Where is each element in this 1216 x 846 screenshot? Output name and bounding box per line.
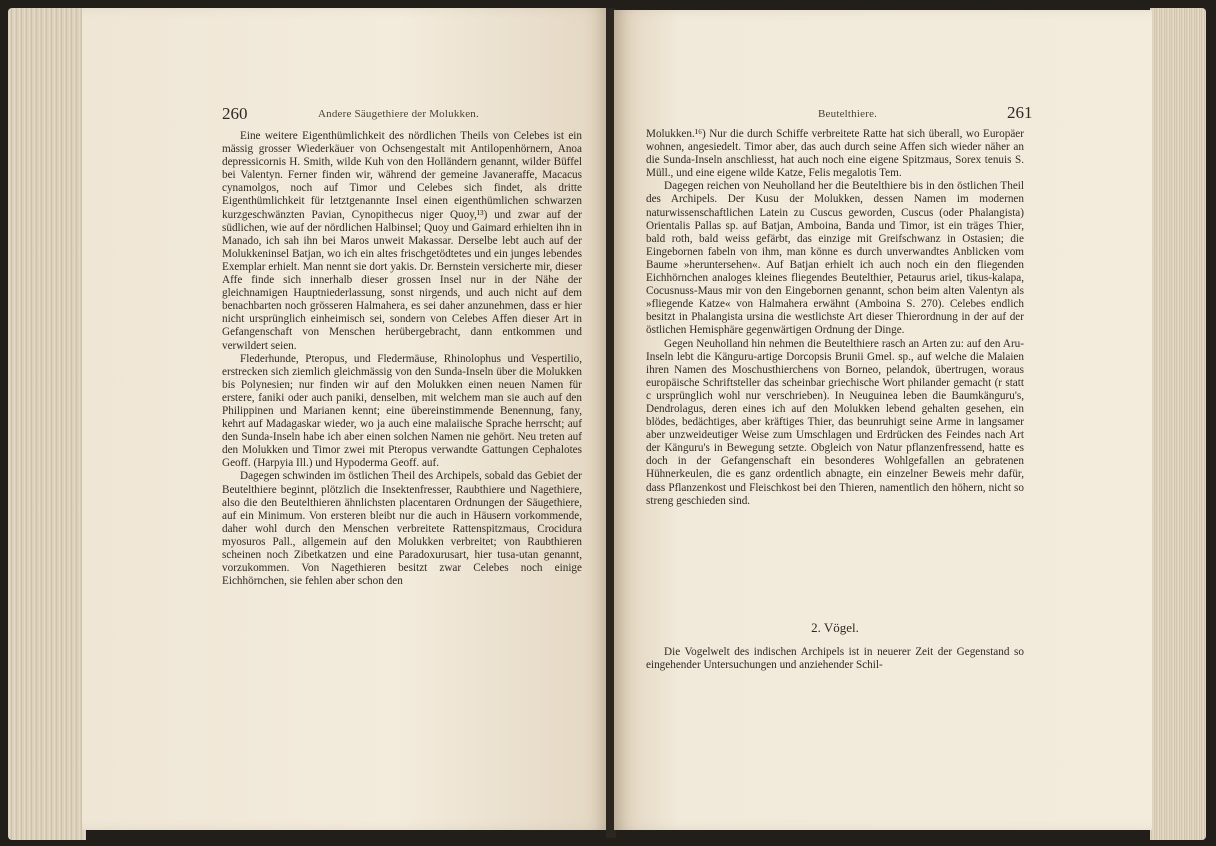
right-running-head: Beutelthiere.	[818, 108, 878, 120]
paragraph: Molukken.¹⁶) Nur die durch Schiffe verbreitete Ratte hat sich überall, wo Europäer wohnen, angesiedelt. Timor aber, das auch durch seine Affen sich wieder näher an die Sunda-Inseln anschliesst, hat auch noch eine eigene Spitzmaus, Sorex tenuis S. Müll., und eine eigene wilde Katze, Felis megalotis Tem.	[646, 128, 1024, 180]
right-page-number: 261	[1007, 103, 1033, 122]
paragraph: Gegen Neuholland hin nehmen die Beutelthiere rasch an Arten zu: auf den Aru-Inseln lebt die Känguru-artige Dorcopsis Brunii Gmel. sp., auf welche die Malaien ihren Namen des Moschusthierchens von Borneo, pelandok, übertrugen, woraus europäische Schriftsteller das scheinbar griechische Wort philander gemacht (r statt c ursprünglich wohl nur verschrieben). In Neuguinea leben die Baumkänguru's, Dendrolagus, deren eines ich auf den Molukken lebend gehalten gesehen, ein blödes, bedächtiges, aber kräftiges Thier, das beunruhigt seine Arme in langsamer aber unzweideutiger Weise zum Umschlagen und Erdrücken des Feindes nach Art der Känguru's in Bewegung setzte. Obgleich von Natur pflanzenfressend, hatte es doch in der Gefangenschaft ein besonderes Wohlgefallen an gebratenen Hühnerkeulen, die es ganz ordentlich abnagte, ein einzelner Beweis mehr dafür, dass Pflanzenkost und Fleischkost bei den Thieren, namentlich den höhern, nicht so streng geschieden sind.	[646, 337, 1024, 507]
paragraph: Die Vogelwelt des indischen Archipels ist in neuerer Zeit der Gegenstand so eingehender Untersuchungen und anziehender Schil-	[646, 646, 1024, 672]
paragraph: Dagegen reichen von Neuholland her die Beutelthiere bis in den östlichen Theil des Archipels. Der Kusu der Molukken, dessen Namen im modernen naturwissenschaftlichen Latein zu Cuscus geworden, Cuscus (oder Phalangista) Orientalis Pallas sp. auf Batjan, Amboina, Banda und Timor, ist ein träges Thier, bald roth, bald weiss gefärbt, das einzige mit Greifschwanz in Ostasien; die Eingebornen fabeln von ihm, man könne es durch unverwandtes Anblicken vom Baume »heruntersehen«. Auf Batjan erhielt ich auch noch ein den fliegenden Eichhörnchen analoges kleines fliegendes Beutelthier, Petaurus ariel, tikus-kalapa, Cocusnuss-Maus mir von den Eingebornen genannt, schon beim alten Valentyn als »fliegende Katze« von Halmahera erwähnt (Amboina S. 270). Celebes endlich besitzt in Phalangista ursina die westlichste Art dieser Thierordnung in der auf der östlichen Hemisphäre gegenwärtigen Ordnung der Dinge.	[646, 180, 1024, 337]
right-page-edges	[1150, 8, 1206, 840]
section-body-text	[646, 646, 1024, 672]
paragraph: Eine weitere Eigenthümlichkeit des nördlichen Theils von Celebes ist ein mässig grosser Wiederkäuer von Ochsengestalt mit Antilopenhörnern, Anoa depressicornis H. Smith, wilde Kuh von den Holländern genannt, wilder Büffel bei Valentyn. Ferner finden wir, während der gemeine Javaneraffe, Macacus cynamolgos, noch auf Timor und Celebes sich findet, als dritte Eigenthümlichkeit für letztgenannte Insel einen eigenthümlichen schwarzen kurzgeschwänzten Pavian, Cynopithecus niger Quoy,¹³) und zwar auf der südlichen, wie auf der nördlichen Halbinsel; Quoy und Gaimard erhielten ihn in Manado, ich sah ihn bei Maros unweit Makassar. Derselbe lebt auch auf der Molukkeninsel Batjan, wo ich ein altes frischgetödtetes und ein junges lebendes Exemplar erhielt. Man nennt sie dort yakis. Dr. Bernstein versicherte mir, dieser Affe finde sich innerhalb dieser grossen Insel nur in der Nähe der gleichnamigen Hauptniederlassung, sonst nirgends, und auch nicht auf dem benachbarten noch grösseren Halmahera, es sei daher anzunehmen, dass er hier nicht ursprünglich einheimisch sei, sondern von Celebes Affen dieser Art in Gefangenschaft von Menschen herübergebracht, dann entkommen und verwildert seien.	[222, 130, 582, 352]
paragraph: Dagegen schwinden im östlichen Theil des Archipels, sobald das Gebiet der Beutelthiere beginnt, plötzlich die Insektenfresser, Raubthiere und Nagethiere, also die den Beutelthieren ähnlichsten placentaren Ordnungen der Säugethiere, auf ein Minimum. Von ersteren bleibt nur die auch in Häusern vorkommende, daher wohl durch den Menschen verbreitete Rattenspitzmaus, Crocidura myosuros Pall., allgemein auf den Molukken verbreitet; von Raubthieren scheinen noch Zibetkatzen und eine Paradoxurusart, hier tusa-utan genannt, vorzukommen. Von Nagethieren besitzt zwar Celebes noch einige Eichhörnchen, sie fehlen aber schon den	[222, 470, 582, 588]
left-running-head: Andere Säugethiere der Molukken.	[318, 108, 479, 120]
right-body-text	[646, 128, 1024, 508]
left-body-text	[222, 130, 582, 588]
left-page-edges	[8, 8, 86, 840]
left-page-number: 260	[222, 104, 248, 123]
left-page	[82, 8, 608, 830]
paragraph: Flederhunde, Pteropus, und Fledermäuse, Rhinolophus und Vespertilio, erstrecken sich ziemlich gleichmässig von den Sunda-Inseln über die Molukken bis Polynesien; nur finden wir auf den Molukken einen neuen Namen für erstere, faniki oder auch paniki, denselben, mit welchem man sie auch auf den Philippinen und Marianen kennt; eine übereinstimmende Benennung, fany, kehrt auf Madagaskar wieder, wo ja auch eine malaiische Sprache herrscht; auf den Sunda-Inseln habe ich aber einen solchen Namen nie gehört. Neu treten auf den Molukken und Timor zwei mit Pteropus verwandte Gattungen Cephalotes Geoff. (Harpyia Ill.) und Hypoderma Geoff. auf.	[222, 352, 582, 470]
section-heading: 2. Vögel.	[811, 620, 859, 635]
right-page	[614, 10, 1152, 830]
